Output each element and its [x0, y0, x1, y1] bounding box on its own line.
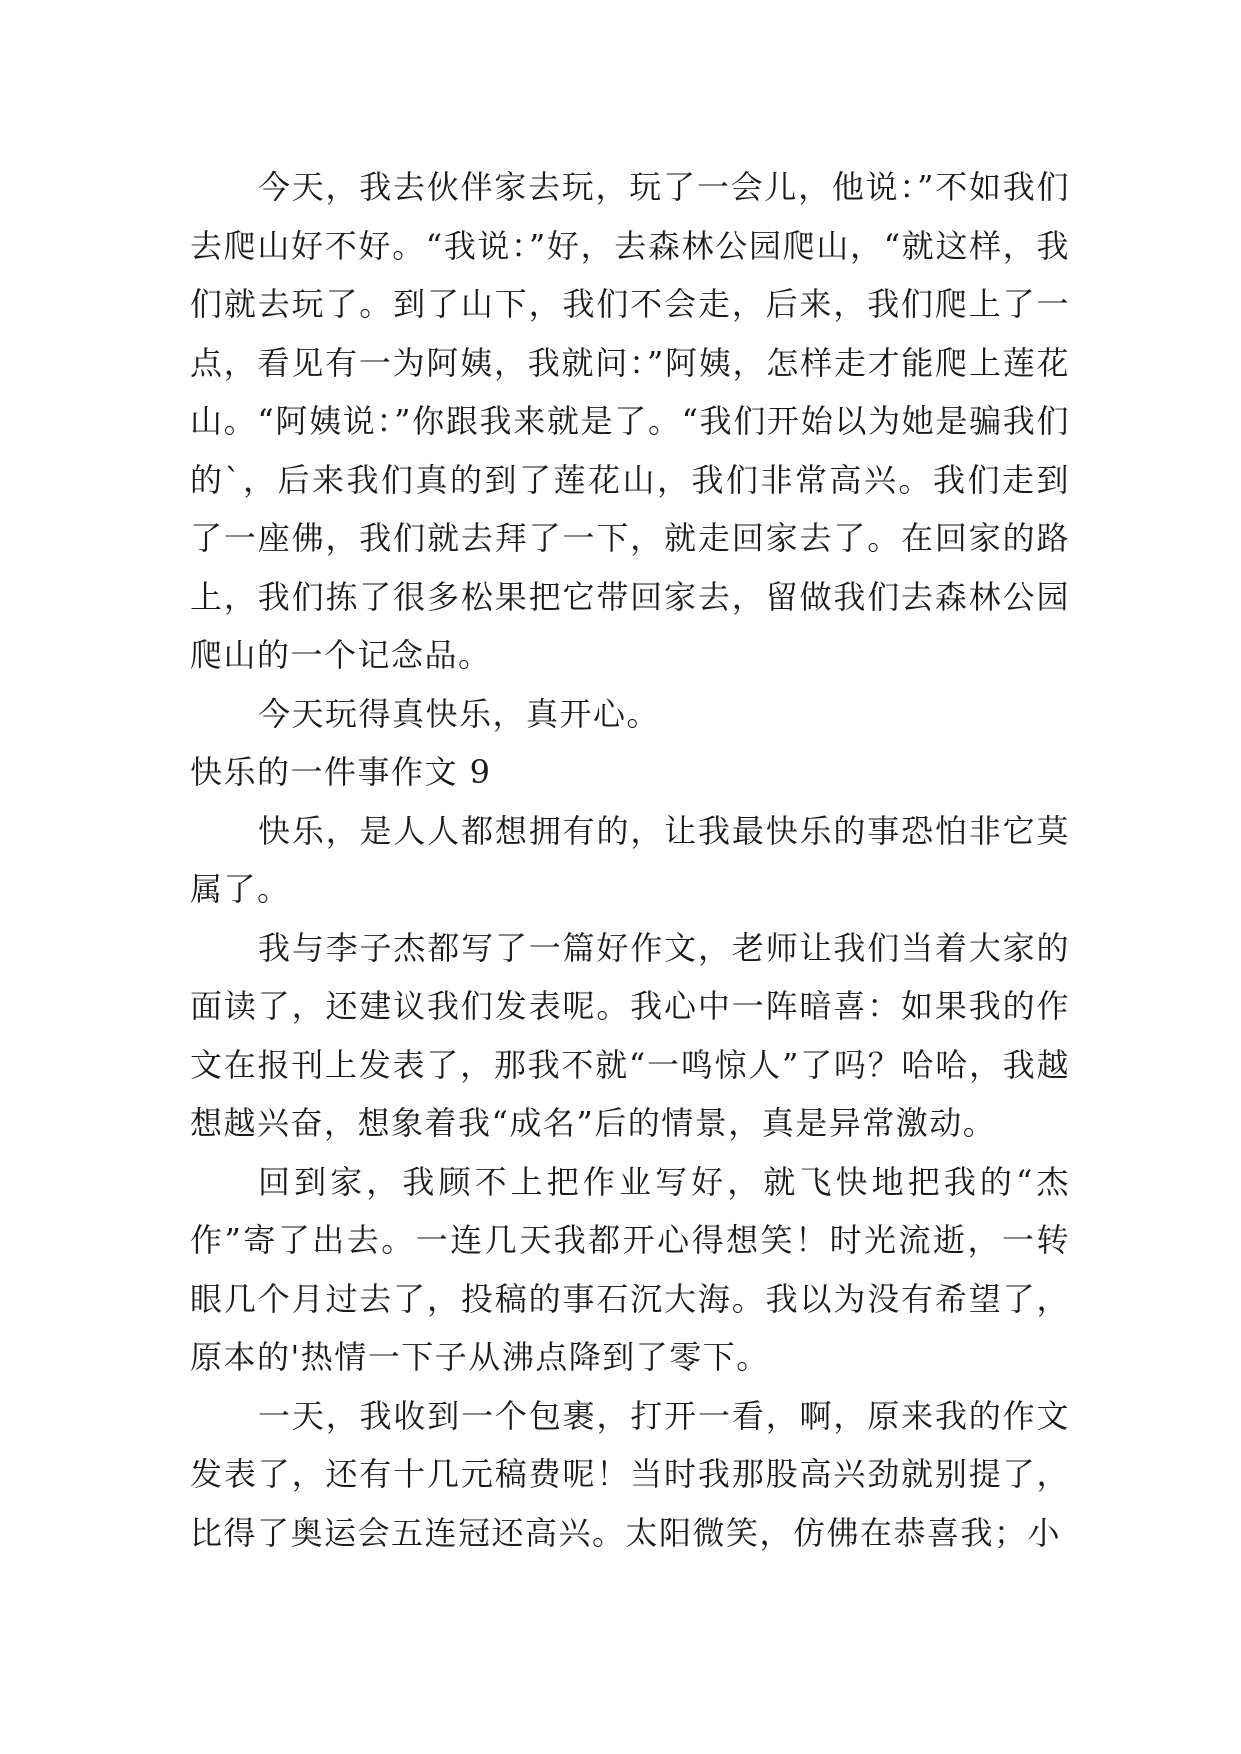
document-body	[190, 158, 1070, 1562]
paragraph: 一天，我收到一个包裹，打开一看，啊，原来我的作文发表了，还有十几元稿费呢！当时我那股高兴劲就别提了，比得了奥运会五连冠还高兴。太阳微笑，仿佛在恭喜我；小	[190, 1396, 1070, 1552]
paragraph: 今天玩得真快乐，真开心。	[258, 694, 661, 733]
paragraph: 回到家，我顾不上把作业写好，就飞快地把我的“杰作”寄了出去。一连几天我都开心得想笑！时光流逝，一转眼几个月过去了，投稿的事石沉大海。我以为没有希望了，原本的'热情一下子从沸点降到了零下。	[190, 1162, 1070, 1376]
paragraph: 快乐，是人人都想拥有的，让我最快乐的事恐怕非它莫属了。	[190, 811, 1070, 908]
paragraph: 我与李子杰都写了一篇好作文，老师让我们当着大家的面读了，还建议我们发表呢。我心中一阵暗喜：如果我的作文在报刊上发表了，那我不就“一鸣惊人”了吗？哈哈，我越想越兴奋，想象着我“成名”后的情景，真是异常激动。	[190, 928, 1070, 1142]
paragraph: 今天，我去伙伴家去玩，玩了一会儿，他说：”不如我们去爬山好不好。“我说：”好，去森林公园爬山，“就这样，我们就去玩了。到了山下，我们不会走，后来，我们爬上了一点，看见有一为阿姨，我就问：”阿姨，怎样走才能爬上莲花山。“阿姨说：”你跟我来就是了。“我们开始以为她是骗我们的`，后来我们真的到了莲花山，我们非常高兴。我们走到了一座佛，我们就去拜了一下，就走回家去了。在回家的路上，我们拣了很多松果把它带回家去，留做我们去森林公园爬山的一个记念品。	[190, 168, 1070, 674]
section-title: 快乐的一件事作文 9	[190, 753, 492, 791]
